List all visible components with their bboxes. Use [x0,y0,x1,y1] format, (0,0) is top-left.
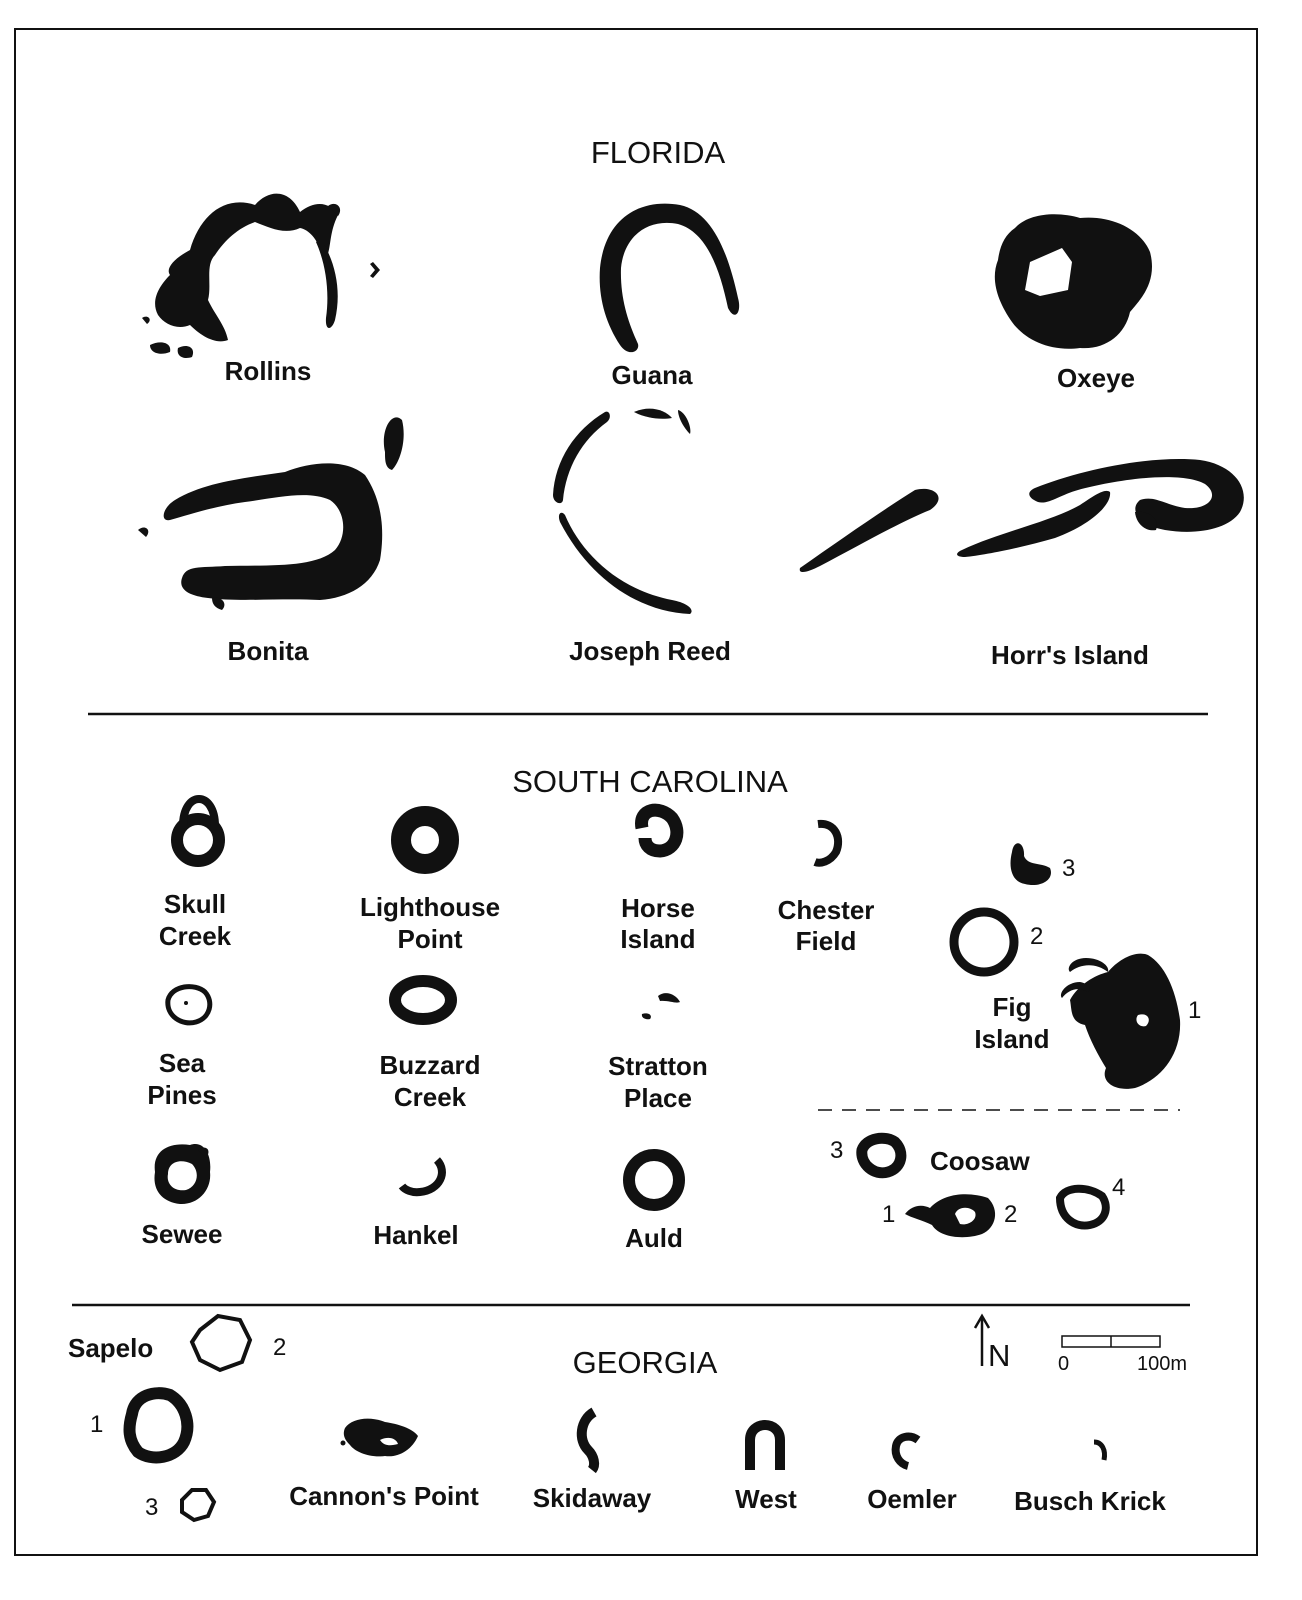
scale-bar [1062,1336,1160,1347]
guana-ring-shape [600,204,740,353]
sapelo-mound-3-number: 3 [145,1494,159,1521]
site-label-buzzard-creek-line1: Buzzard [379,1050,481,1080]
coosaw-mound-3-number: 3 [830,1137,844,1164]
site-label-fig-island-line2: Island [974,1024,1050,1054]
horrs-island-ring-shape [800,459,1244,572]
cannons-point-ring-shape [341,1419,419,1457]
buzzard-creek-ring-shape [395,981,451,1019]
site-label-buzzard-creek-line2: Creek [393,1082,467,1112]
site-label-oxeye: Oxeye [1056,363,1136,393]
site-label-busch-krick: Busch Krick [1014,1486,1166,1516]
site-label-west: West [735,1484,797,1514]
site-label-cannons-point: Cannon's Point [289,1481,479,1511]
site-label-rollins: Rollins [224,356,312,386]
busch-krick-ring-shape [1094,1442,1105,1460]
site-label-horse-island-line1: Horse [621,893,695,923]
site-label-sewee: Sewee [141,1219,223,1249]
sea-pines-ring-shape [168,987,210,1023]
site-label-skull-creek-line2: Creek [158,921,232,951]
site-label-fig-island-line1: Fig [992,992,1032,1022]
coosaw-mound-4-number: 4 [1112,1174,1126,1201]
oxeye-ring-shape [995,214,1152,348]
region-georgia-title: GEORGIA [572,1345,718,1380]
sapelo-mound-1-number: 1 [90,1411,104,1438]
site-label-guana: Guana [611,360,693,390]
coosaw-mound-1-number: 1 [882,1201,896,1228]
site-label-hankel: Hankel [373,1220,459,1250]
skull-creek-ring-shape [177,799,219,861]
site-label-sea-pines-line2: Pines [147,1080,217,1110]
hankel-ring-shape [402,1160,442,1192]
north-label: N [988,1338,1011,1373]
site-label-horrs-island: Horr's Island [991,640,1149,670]
site-label-bonita: Bonita [227,636,309,666]
oemler-ring-shape [896,1437,918,1466]
joseph-reed-ring-shape [553,409,692,614]
site-label-coosaw: Coosaw [930,1146,1030,1176]
fig-island-mound-1-number: 1 [1188,997,1202,1024]
site-label-skidaway: Skidaway [532,1483,652,1513]
site-label-chester-field-line2: Field [795,926,857,956]
scale-bar-end-label: 100m [1137,1353,1188,1375]
fig-island-mound-2-number: 2 [1030,923,1044,950]
sapelo-mound-2-number: 2 [273,1334,287,1361]
horse-island-ring-shape [642,810,677,851]
site-label-lighthouse-point-line2: Point [397,924,463,954]
coosaw-mound-2-number: 2 [1004,1201,1018,1228]
skidaway-ring-shape [582,1412,594,1470]
site-label-sapelo: Sapelo [68,1333,154,1363]
site-label-auld: Auld [625,1223,683,1253]
site-label-horse-island-line2: Island [620,924,696,954]
site-label-chester-field-line1: Chester [777,895,875,925]
west-ring-shape [750,1425,780,1470]
stratton-place-ring-shape [642,993,680,1019]
site-label-joseph-reed: Joseph Reed [569,636,731,666]
scale-bar-start-label: 0 [1058,1353,1070,1375]
site-label-lighthouse-point-line1: Lighthouse [359,892,501,922]
site-label-stratton-place-line1: Stratton [608,1051,708,1081]
chester-field-ring-shape [815,824,838,863]
site-label-skull-creek-line1: Skull [163,889,227,919]
auld-ring-shape [629,1155,679,1205]
site-label-sea-pines-line1: Sea [158,1048,206,1078]
site-label-stratton-place-line2: Place [624,1083,692,1113]
north-arrow-icon [975,1316,989,1366]
fig-island-mound-3-number: 3 [1062,855,1076,882]
lighthouse-point-ring-shape [401,816,449,864]
bonita-ring-shape [138,417,404,610]
rollins-ring-shape [142,194,380,358]
sewee-ring-shape [154,1144,210,1204]
site-label-oemler: Oemler [867,1484,957,1514]
region-south-carolina-title: SOUTH CAROLINA [512,764,788,799]
region-florida-title: FLORIDA [590,135,726,170]
